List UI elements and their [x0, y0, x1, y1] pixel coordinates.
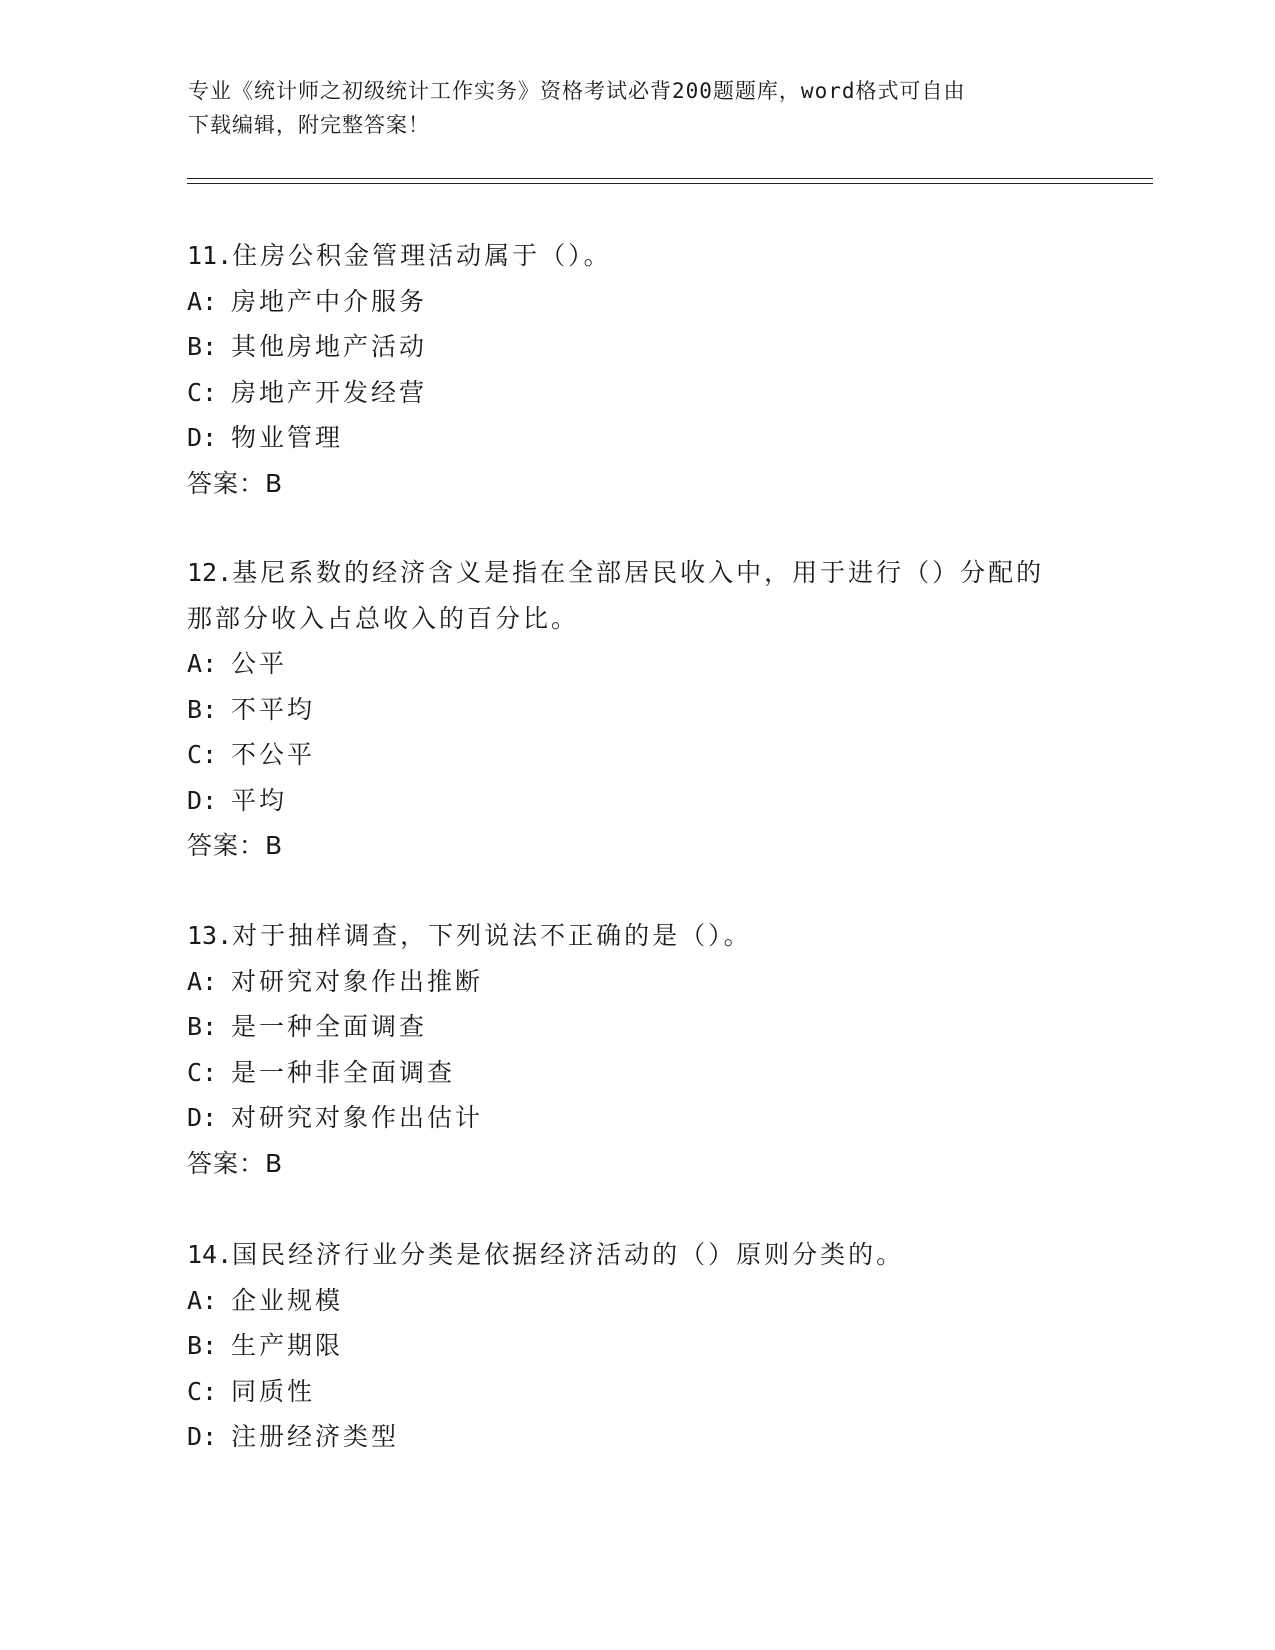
header-line-2: 下载编辑，附完整答案！: [188, 113, 430, 137]
header-divider-bottom: [187, 183, 1153, 184]
question-text: 基尼系数的经济含义是指在全部居民收入中，用于进行（）分配的: [232, 558, 1045, 587]
option-c: [187, 370, 1087, 416]
option-c: [187, 732, 1087, 778]
option-letter: D:: [187, 785, 218, 815]
question-block-14: [187, 1232, 1087, 1460]
document-header: [188, 74, 1078, 142]
answer-line: 答案：B: [187, 468, 284, 498]
option-text: 对研究对象作出推断: [231, 966, 484, 996]
question-block-13: [187, 913, 1087, 1186]
option-letter: D:: [187, 1103, 218, 1132]
option-letter: C:: [187, 377, 218, 407]
option-text: 是一种全面调查: [231, 1012, 428, 1041]
question-block-12: [187, 550, 1087, 869]
question-block-11: [187, 233, 1087, 506]
question-stem: [187, 550, 1087, 596]
option-letter: A:: [187, 966, 218, 996]
option-a: [187, 641, 1087, 687]
header-divider-top: [187, 178, 1153, 179]
option-letter: B:: [187, 694, 218, 724]
option-letter: D:: [187, 1422, 218, 1451]
option-letter: B:: [187, 1331, 218, 1360]
question-number: 12.: [187, 558, 233, 587]
question-number: 14.: [187, 1240, 233, 1269]
option-letter: A:: [187, 649, 218, 678]
option-a: [187, 959, 1087, 1005]
option-d: [187, 415, 1087, 461]
option-b: [187, 1004, 1087, 1050]
option-a: [187, 279, 1087, 325]
option-text: 公平: [231, 649, 288, 678]
option-letter: B:: [187, 1012, 218, 1041]
option-a: [187, 1278, 1087, 1324]
option-d: [187, 1095, 1087, 1141]
question-number: 13.: [187, 921, 233, 950]
option-text: 注册经济类型: [231, 1422, 400, 1451]
option-text: 对研究对象作出估计: [231, 1103, 484, 1132]
question-text: 住房公积金管理活动属于（）。: [232, 241, 612, 270]
option-text: 同质性: [231, 1376, 316, 1406]
option-text: 房地产开发经营: [231, 377, 428, 407]
question-text: 国民经济行业分类是依据经济活动的（）原则分类的。: [232, 1240, 905, 1269]
question-number: 11.: [187, 241, 233, 270]
question-text-continued: 那部分收入占总收入的百分比。: [187, 603, 580, 633]
option-text: 房地产中介服务: [231, 286, 428, 316]
question-text: 对于抽样调查，下列说法不正确的是（）。: [232, 921, 752, 950]
answer-line: 答案：B: [187, 831, 284, 860]
option-letter: A:: [187, 286, 218, 316]
option-letter: D:: [187, 423, 218, 452]
option-letter: C:: [187, 1057, 218, 1087]
option-b: [187, 1323, 1087, 1369]
option-text: 其他房地产活动: [231, 332, 428, 361]
option-b: [187, 687, 1087, 733]
option-letter: C:: [187, 1376, 218, 1406]
option-text: 平均: [231, 785, 288, 815]
option-text: 是一种非全面调查: [231, 1057, 456, 1087]
answer-line: 答案：B: [187, 1148, 284, 1178]
option-b: [187, 324, 1087, 370]
option-letter: C:: [187, 740, 218, 769]
question-stem: [187, 1232, 1087, 1278]
question-stem: [187, 913, 1087, 959]
option-d: [187, 778, 1087, 824]
question-stem: [187, 233, 1087, 279]
header-line-1: 专业《统计师之初级统计工作实务》资格考试必背200题题库，word格式可自由: [188, 79, 966, 103]
option-c: [187, 1369, 1087, 1415]
option-letter: A:: [187, 1285, 218, 1315]
option-text: 企业规模: [231, 1285, 344, 1315]
option-text: 生产期限: [231, 1331, 344, 1360]
option-c: [187, 1050, 1087, 1096]
option-d: [187, 1414, 1087, 1460]
option-letter: B:: [187, 332, 218, 361]
option-text: 不公平: [231, 740, 316, 769]
option-text: 不平均: [231, 694, 316, 724]
option-text: 物业管理: [231, 423, 344, 452]
